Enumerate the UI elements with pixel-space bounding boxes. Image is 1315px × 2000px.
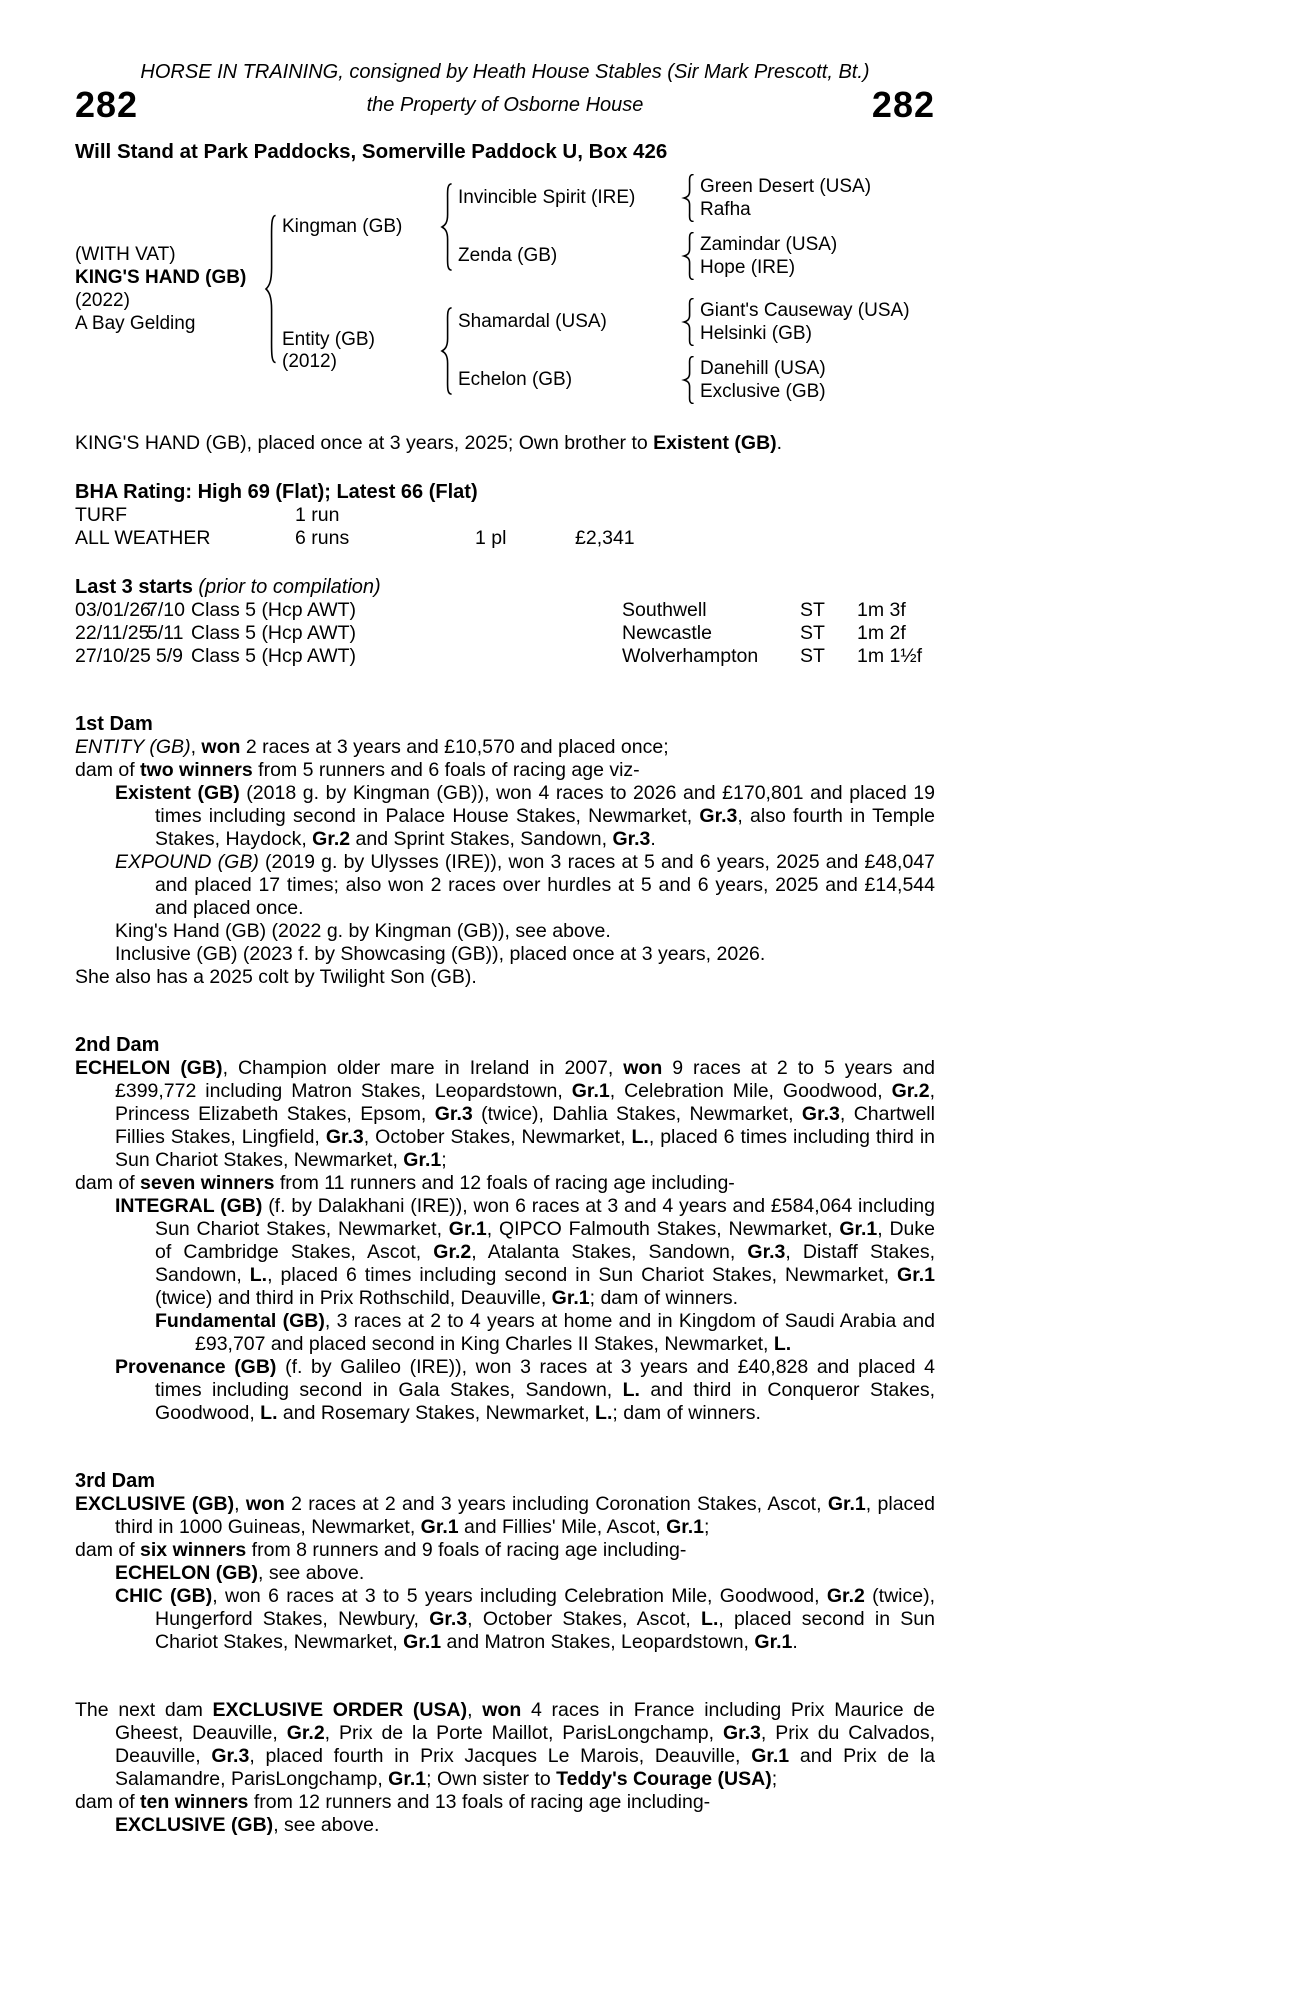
- start-venue: Newcastle: [622, 622, 712, 644]
- sire-sire-name: Invincible Spirit (IRE): [458, 187, 636, 208]
- progeny-fundamental: Fundamental (GB), 3 races at 2 to 4 years at home and in Kingdom of Saudi Arabia and £93,707 and placed second in King Charles II Stakes, Newmarket, L.: [155, 1310, 935, 1355]
- start-venue: Wolverhampton: [622, 645, 759, 667]
- progeny-chic: CHIC (GB), won 6 races at 3 to 5 years including Celebration Mile, Goodwood, Gr.2 (twice), Hungerford Stakes, Newbury, Gr.3, October Stakes, Ascot, L., placed second in Sun Chariot Stakes, Newmarket, Gr.1 and Matron Stakes, Leopardstown, Gr.1.: [115, 1585, 936, 1653]
- gen3-name: Hope (IRE): [700, 257, 796, 278]
- lot-number-left: 282: [75, 84, 139, 125]
- property-line: the Property of Osborne House: [366, 94, 644, 116]
- progeny-provenance: Provenance (GB) (f. by Galileo (IRE)), won 3 races at 3 years and £40,828 and placed 4 times including second in Gala Stakes, Sandown, L. and third in Conqueror Stakes, Goodwood, L. and Rosemary Stakes, Newmarket, L.; dam of winners.: [115, 1356, 935, 1424]
- second-dam-intro: ECHELON (GB), Champion older mare in Ireland in 2007, won 9 races at 2 to 5 years and £399,772 including Matron Stakes, Leopardstown, Gr.1, Celebration Mile, Goodwood, Gr.2, Princess Elizabeth Stakes, Epsom, Gr.3 (twice), Dahlia Stakes, Newmarket, Gr.3, Chartwell Fillies Stakes, Lingfield, Gr.3, October Stakes, Newmarket, L., placed 6 times including third in Sun Chariot Stakes, Newmarket, Gr.1;: [75, 1057, 936, 1171]
- start-date: 22/11/25: [75, 622, 150, 644]
- start-surface: ST: [800, 645, 825, 667]
- pedigree-chart: [75, 174, 935, 404]
- third-dam-heading: 3rd Dam: [75, 1470, 156, 1492]
- start-row: [75, 622, 935, 645]
- gen3-name: Danehill (USA): [700, 358, 826, 379]
- first-dam-heading: 1st Dam: [75, 713, 153, 735]
- gen3-name: Zamindar (USA): [700, 234, 838, 255]
- next-dam-paragraph: The next dam EXCLUSIVE ORDER (USA), won 4 races in France including Prix Maurice de Gheest, Deauville, Gr.2, Prix de la Porte Maillot, ParisLongchamp, Gr.3, Prix du Calvados, Deauville, Gr.3, placed fourth in Prix Jacques Le Marois, Deauville, Gr.1 and Prix de la Salamandre, ParisLongchamp, Gr.1; Own sister to Teddy's Courage (USA);: [75, 1699, 936, 1790]
- last-starts-heading: Last 3 starts (prior to compilation): [75, 576, 381, 598]
- start-class: Class 5 (Hcp AWT): [191, 599, 357, 621]
- progeny-integral: INTEGRAL (GB) (f. by Dalakhani (IRE)), won 6 races at 3 and 4 years and £584,064 including Sun Chariot Stakes, Newmarket, Gr.1, QIPCO Falmouth Stakes, Newmarket, Gr.1, Duke of Cambridge Stakes, Ascot, Gr.2, Atalanta Stakes, Sandown, Gr.3, Distaff Stakes, Sandown, L., placed 6 times including second in Sun Chariot Stakes, Newmarket, Gr.1 (twice) and third in Prix Rothschild, Deauville, Gr.1; dam of winners.: [115, 1195, 935, 1309]
- stat-placings: [475, 504, 575, 527]
- second-dam-heading: 2nd Dam: [75, 1034, 160, 1056]
- lot-number-right: 282: [871, 84, 935, 125]
- third-dam-damof: dam of six winners from 8 runners and 9 foals of racing age including-: [75, 1539, 687, 1561]
- stat-row-turf: [75, 504, 935, 527]
- race-summary: KING'S HAND (GB), placed once at 3 years, 2025; Own brother to Existent (GB).: [75, 432, 783, 454]
- gen3-name: Rafha: [700, 199, 751, 220]
- foal-year: (2022): [75, 290, 130, 311]
- stat-row-all-weather: [75, 527, 935, 550]
- brace-icon: [676, 174, 700, 222]
- start-venue: Southwell: [622, 599, 707, 621]
- start-class: Class 5 (Hcp AWT): [191, 645, 357, 667]
- stat-runs: 6 runs: [295, 527, 350, 549]
- start-surface: ST: [800, 599, 825, 621]
- bha-rating-heading: BHA Rating: High 69 (Flat); Latest 66 (Flat): [75, 481, 478, 503]
- stand-location: Will Stand at Park Paddocks, Somerville Paddock U, Box 426: [75, 140, 668, 163]
- start-surface: ST: [800, 622, 825, 644]
- brace-icon: [258, 214, 282, 364]
- stat-label: TURF: [75, 504, 127, 526]
- start-date: 27/10/25: [75, 645, 151, 667]
- brace-icon: [434, 307, 458, 395]
- colt-note: She also has a 2025 colt by Twilight Son (GB).: [75, 966, 477, 988]
- start-row: [75, 599, 935, 622]
- consignor-line: HORSE IN TRAINING, consigned by Heath House Stables (Sir Mark Prescott, Bt.): [140, 61, 870, 83]
- brace-icon: [434, 183, 458, 271]
- gen3-name: Helsinki (GB): [700, 323, 812, 344]
- progeny-expound: EXPOUND (GB) (2019 g. by Ulysses (IRE)), won 3 races at 5 and 6 years, 2025 and £48,047 and placed 17 times; also won 2 races over hurdles at 5 and 6 years, 2025 and £14,544 and placed once.: [115, 851, 936, 919]
- lot-row: [75, 86, 935, 126]
- brace-icon: [676, 356, 700, 404]
- first-dam-intro: ENTITY (GB), won 2 races at 3 years and £10,570 and placed once;: [75, 736, 669, 758]
- stat-placings: 1 pl: [475, 527, 507, 549]
- start-distance: 1m 1½f: [857, 645, 923, 667]
- start-position: 5/11: [147, 622, 184, 644]
- dam-dam-name: Echelon (GB): [458, 369, 573, 390]
- dam-name: Entity (GB) (2012): [282, 329, 375, 372]
- progeny-existent: Existent (GB) (2018 g. by Kingman (GB)), won 4 races to 2026 and £170,801 and placed 19 times including second in Palace House Stakes, Newmarket, Gr.3, also fourth in Temple Stakes, Haydock, Gr.2 and Sprint Stakes, Sandown, Gr.3.: [115, 782, 936, 850]
- second-dam-damof: dam of seven winners from 11 runners and 12 foals of racing age including-: [75, 1172, 735, 1194]
- stat-earnings: £2,341: [575, 527, 635, 549]
- gen3-name: Giant's Causeway (USA): [700, 300, 910, 321]
- vat-note: (WITH VAT): [75, 244, 176, 265]
- start-row: [75, 645, 935, 668]
- start-distance: 1m 2f: [857, 622, 906, 644]
- brace-icon: [676, 298, 700, 346]
- horse-name: KING'S HAND (GB): [75, 267, 247, 288]
- sire-dam-name: Zenda (GB): [458, 245, 558, 266]
- start-position: 7/10: [147, 599, 185, 621]
- first-dam-damof: dam of two winners from 5 runners and 6 foals of racing age viz-: [75, 759, 640, 781]
- pedigree-subject: [75, 243, 258, 335]
- start-position: 5/9: [155, 645, 183, 667]
- progeny-exclusive: EXCLUSIVE (GB), see above.: [115, 1814, 380, 1836]
- stat-runs: 1 run: [295, 504, 340, 526]
- sire-group: [282, 174, 935, 280]
- progeny-kings-hand: King's Hand (GB) (2022 g. by Kingman (GB)), see above.: [115, 920, 611, 942]
- third-dam-intro: EXCLUSIVE (GB), won 2 races at 2 and 3 years including Coronation Stakes, Ascot, Gr.1, placed third in 1000 Guineas, Newmarket, Gr.1 and Fillies' Mile, Ascot, Gr.1;: [75, 1493, 935, 1538]
- start-date: 03/01/26: [75, 599, 151, 621]
- gen3-name: Green Desert (USA): [700, 176, 872, 197]
- progeny-echelon: ECHELON (GB), see above.: [115, 1562, 365, 1584]
- stat-label: ALL WEATHER: [75, 527, 211, 549]
- colour-sex: A Bay Gelding: [75, 313, 196, 334]
- start-class: Class 5 (Hcp AWT): [191, 622, 357, 644]
- start-distance: 1m 3f: [857, 599, 906, 621]
- brace-icon: [676, 232, 700, 280]
- sire-name: Kingman (GB): [282, 216, 403, 237]
- dam-group: [282, 298, 935, 404]
- progeny-inclusive: Inclusive (GB) (2023 f. by Showcasing (GB)), placed once at 3 years, 2026.: [115, 943, 766, 965]
- dam-sire-name: Shamardal (USA): [458, 311, 607, 332]
- gen3-name: Exclusive (GB): [700, 381, 826, 402]
- next-dam-damof: dam of ten winners from 12 runners and 13 foals of racing age including-: [75, 1791, 711, 1813]
